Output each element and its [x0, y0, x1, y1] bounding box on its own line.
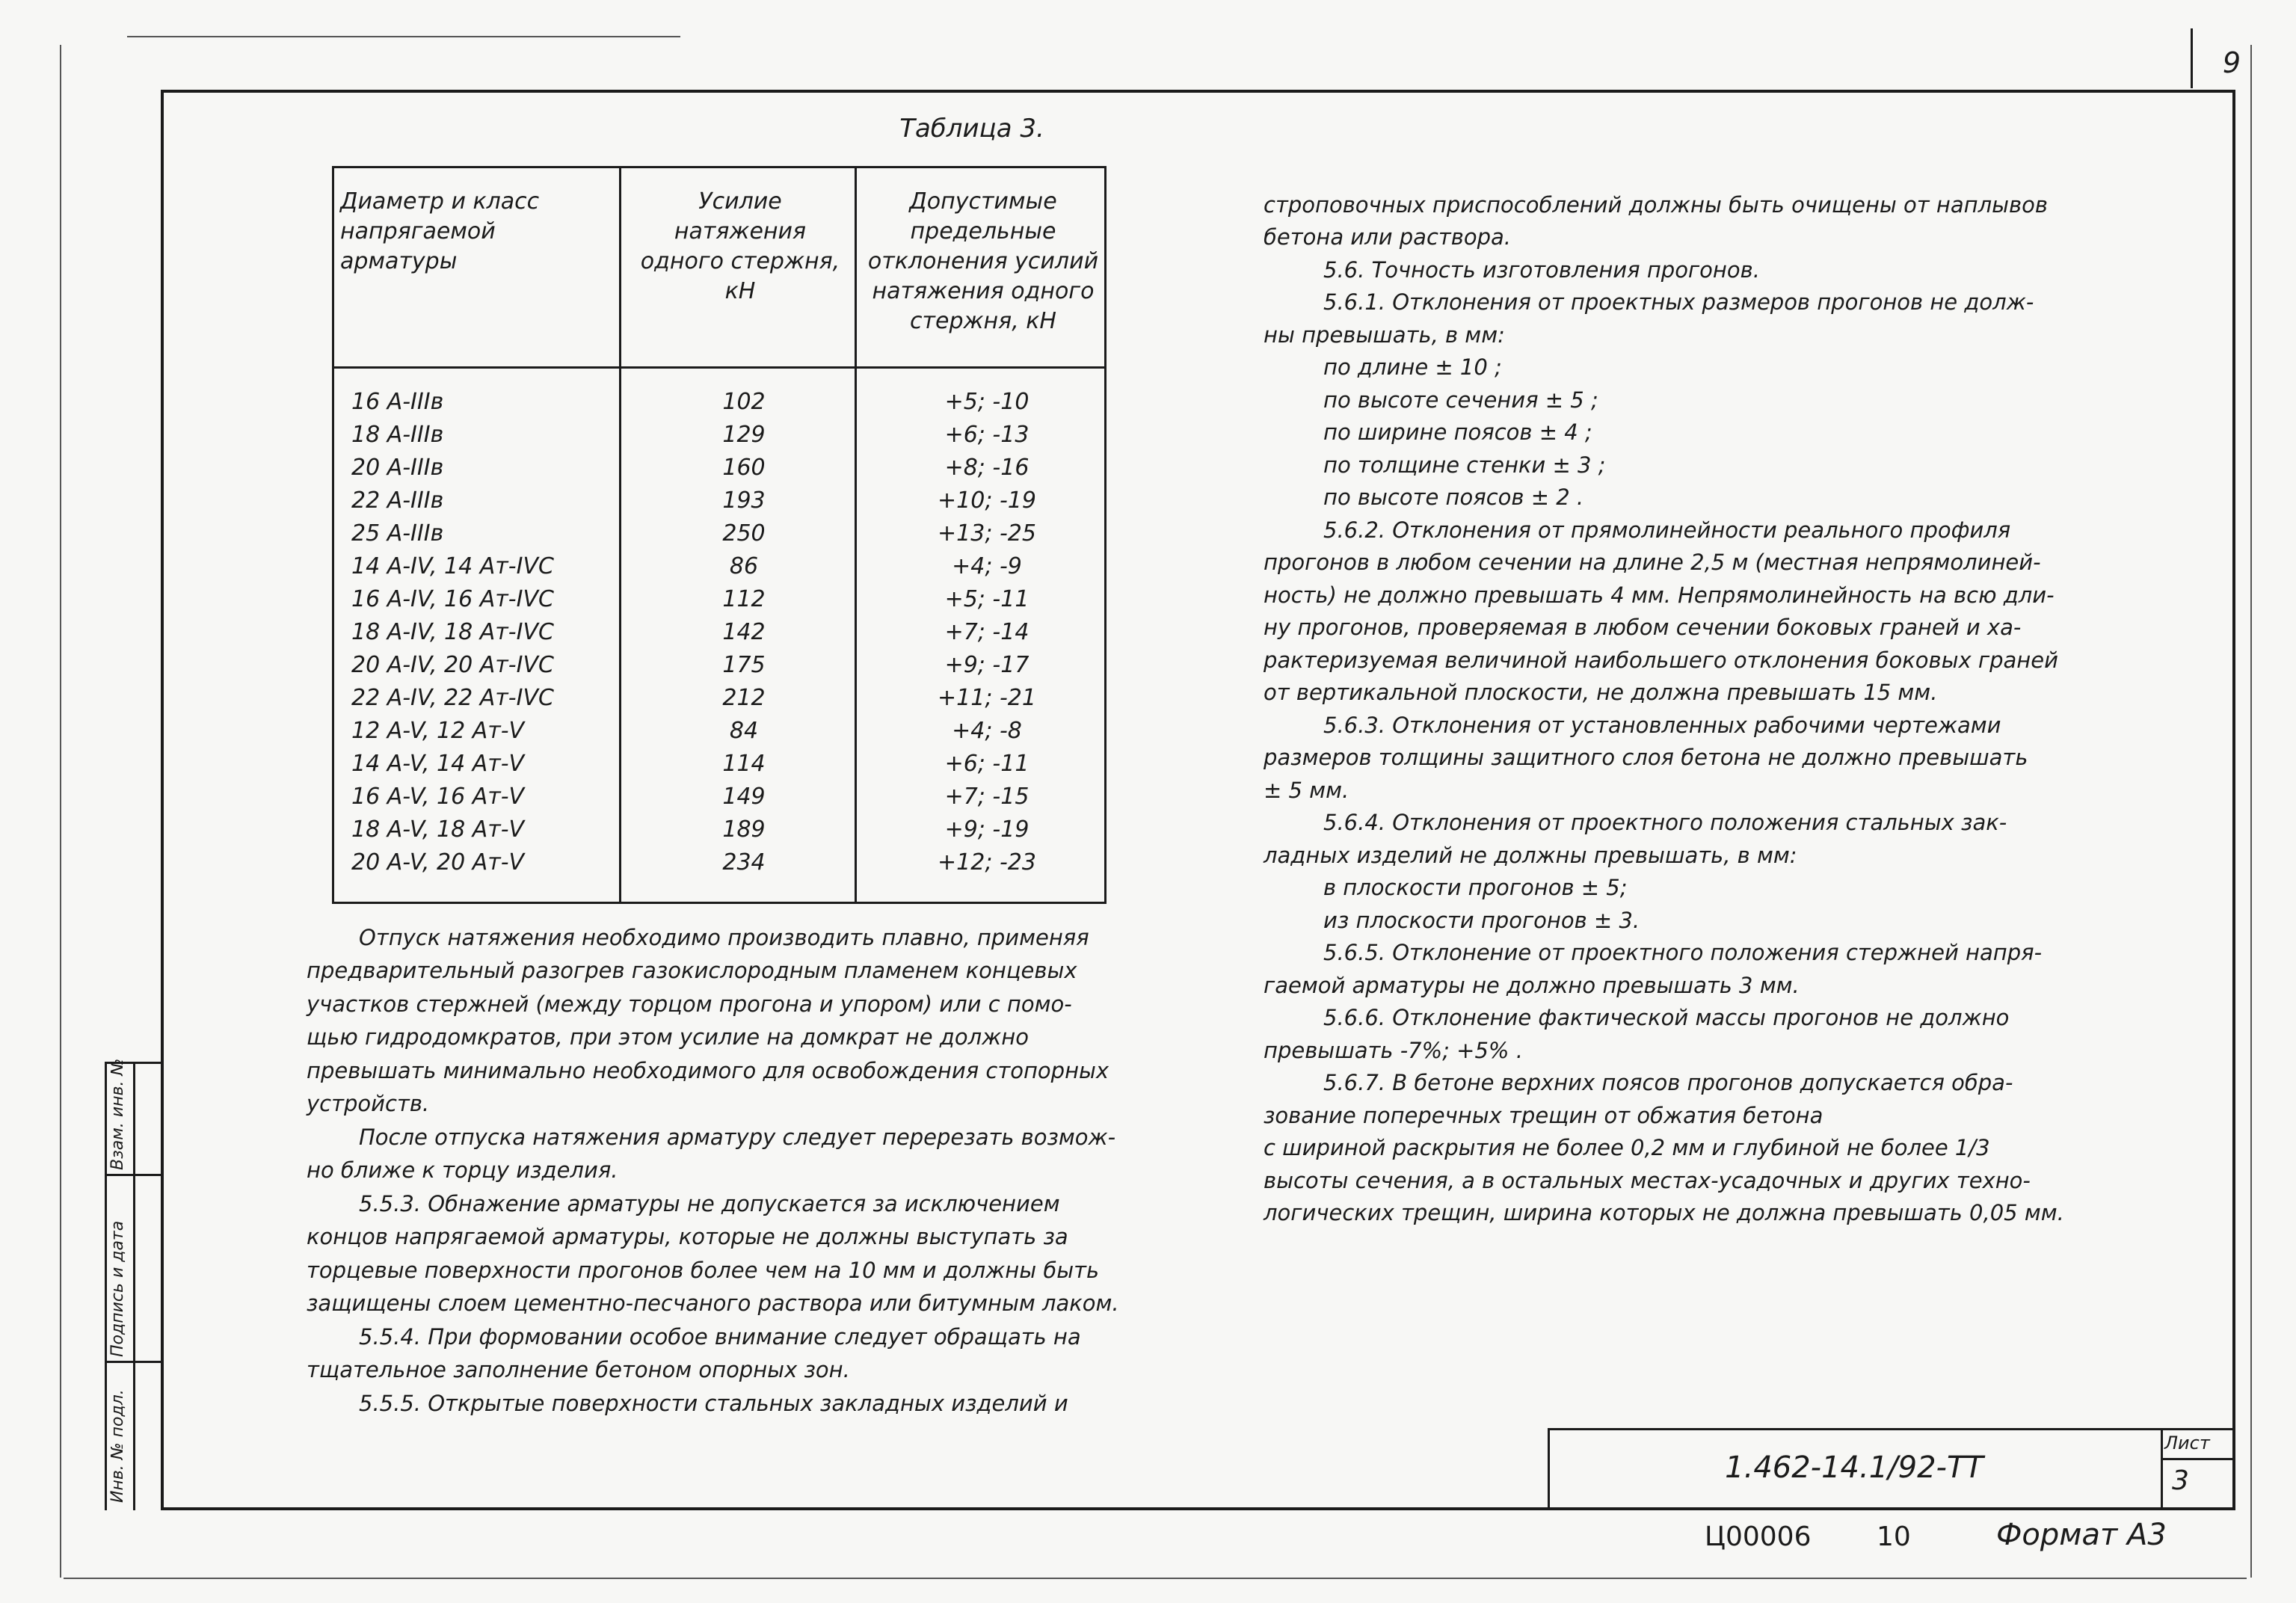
- table-cell: 175: [722, 652, 766, 678]
- table-header-force: Усилие натяжения одного стержня, кН: [640, 188, 840, 304]
- table-cell: 84: [729, 718, 759, 744]
- text-line: ± 5 мм.: [1264, 778, 1349, 803]
- text-line: предварительный разогрев газокислородным пламенем концевых: [307, 958, 1077, 983]
- text-line: зование поперечных трещин от обжатия бетона: [1264, 1103, 1823, 1128]
- table-cell: 22 A-IV, 22 Aт-IVС: [351, 685, 554, 711]
- table-cell: 193: [722, 487, 766, 514]
- text-line: логических трещин, ширина которых не должна превышать 0,05 мм.: [1264, 1200, 2064, 1225]
- text-line: торцевые поверхности прогонов более чем на 10 мм и должны быть: [307, 1258, 1100, 1283]
- table-cell: 20 A-IIIв: [351, 455, 444, 481]
- text-line: но ближе к торцу изделия.: [307, 1157, 618, 1183]
- table-cell: 18 A-IV, 18 Aт-IVС: [351, 619, 554, 645]
- table-cell: +13; -25: [938, 520, 1036, 547]
- text-line: После отпуска натяжения арматуру следует перерезать возмож-: [359, 1124, 1116, 1150]
- text-line: превышать -7%; +5% .: [1264, 1038, 1523, 1063]
- table-cell: +5; -10: [944, 389, 1029, 415]
- text-line: размеров толщины защитного слоя бетона не должно превышать: [1264, 745, 2028, 770]
- side-stamp-cell-3: Инв. № подл.: [108, 1389, 127, 1503]
- text-line: участков стержней (между торцом прогона и упором) или с помо-: [307, 991, 1072, 1017]
- table-header-tolerance: Допустимые предельные отклонения усилий натяжения одного стержня, кН: [867, 188, 1099, 334]
- text-line: высоты сечения, а в остальных местах-усадочных и других техно-: [1264, 1168, 2031, 1193]
- table-cell: +10; -19: [938, 487, 1036, 514]
- side-stamp-cell-1: Взам. инв. №: [108, 1058, 127, 1170]
- table-cell: +4; -8: [952, 718, 1022, 744]
- document-code: 1.462-14.1/92-ТТ: [1725, 1450, 1983, 1485]
- text-line: 5.6. Точность изготовления прогонов.: [1323, 257, 1760, 283]
- table-cell: 114: [722, 751, 766, 777]
- sheet-number: 3: [2172, 1465, 2189, 1496]
- table-cell: +8; -16: [944, 455, 1029, 481]
- table-cell: 20 A-IV, 20 Aт-IVС: [351, 652, 554, 678]
- footer-page-number: 10: [1877, 1522, 1911, 1552]
- text-line: прогонов в любом сечении на длине 2,5 м (местная непрямолиней-: [1264, 550, 2041, 575]
- text-line: 5.6.5. Отклонение от проектного положения стержней напря-: [1323, 940, 2043, 965]
- text-line: ность) не должно превышать 4 мм. Непрямолинейность на всю дли-: [1264, 582, 2055, 608]
- text-line: Отпуск натяжения необходимо производить плавно, применяя: [359, 925, 1089, 950]
- table-title: Таблица 3.: [899, 114, 1044, 144]
- table-cell: +6; -13: [944, 422, 1029, 448]
- text-line: с шириной раскрытия не более 0,2 мм и глубиной не более 1/3: [1264, 1135, 1990, 1160]
- table-cell: 86: [729, 553, 759, 579]
- table-cell: 12 A-V, 12 Aт-V: [351, 718, 525, 744]
- table-cell: +5; -11: [944, 586, 1029, 612]
- table-cell: 160: [722, 455, 766, 481]
- text-line: 5.5.4. При формовании особое внимание следует обращать на: [359, 1324, 1081, 1350]
- text-line: превышать минимально необходимого для освобождения стопорных: [307, 1058, 1109, 1083]
- table-cell: 18 A-IIIв: [351, 422, 444, 448]
- side-stamp-cell-2: Подпись и дата: [108, 1220, 127, 1357]
- text-line: 5.5.3. Обнажение арматуры не допускается за исключением: [359, 1191, 1060, 1216]
- text-line: 5.6.4. Отклонения от проектного положения стальных зак-: [1323, 810, 2007, 835]
- text-line: ладных изделий не должны превышать, в мм:: [1264, 843, 1797, 868]
- text-line: тщательное заполнение бетоном опорных зон.: [307, 1357, 850, 1382]
- text-line: в плоскости прогонов ± 5;: [1323, 875, 1628, 900]
- text-line: 5.6.3. Отклонения от установленных рабочими чертежами: [1323, 713, 2001, 738]
- text-line: по высоте поясов ± 2 .: [1323, 484, 1584, 510]
- table-cell: +4; -9: [952, 553, 1022, 579]
- table-cell: 112: [722, 586, 766, 612]
- table-cell: 234: [722, 849, 766, 876]
- sheet-page-number: 9: [2222, 46, 2241, 79]
- table-cell: +6; -11: [944, 751, 1029, 777]
- text-line: ны превышать, в мм:: [1264, 322, 1505, 348]
- text-line: защищены слоем цементно-песчаного раствора или битумным лаком.: [307, 1290, 1119, 1316]
- text-line: 5.5.5. Открытые поверхности стальных закладных изделий и: [359, 1391, 1068, 1416]
- text-line: концов напрягаемой арматуры, которые не должны выступать за: [307, 1224, 1068, 1249]
- table-cell: 18 A-V, 18 Aт-V: [351, 816, 525, 843]
- table-cell: 16 A-V, 16 Aт-V: [351, 784, 525, 810]
- table-cell: +11; -21: [938, 685, 1036, 711]
- table-header-diameter: Диаметр и класс напрягаемой арматуры: [340, 188, 540, 274]
- text-line: от вертикальной плоскости, не должна превышать 15 мм.: [1264, 680, 1938, 705]
- text-line: ну прогонов, проверяемая в любом сечении боковых граней и ха-: [1264, 615, 2022, 640]
- text-line: щью гидродомкратов, при этом усилие на домкрат не должно: [307, 1024, 1029, 1050]
- text-line: 5.6.6. Отклонение фактической массы прогонов не должно: [1323, 1005, 2010, 1030]
- footer-format: Формат А3: [1996, 1518, 2167, 1552]
- table-cell: +9; -19: [944, 816, 1029, 843]
- text-line: по ширине поясов ± 4 ;: [1323, 419, 1592, 445]
- text-line: по длине ± 10 ;: [1323, 354, 1502, 380]
- text-line: бетона или раствора.: [1264, 224, 1512, 250]
- table-cell: 102: [722, 389, 766, 415]
- text-line: гаемой арматуры не должно превышать 3 мм.: [1264, 973, 1800, 998]
- text-line: по высоте сечения ± 5 ;: [1323, 387, 1598, 413]
- text-line: из плоскости прогонов ± 3.: [1323, 908, 1640, 933]
- text-line: строповочных приспособлений должны быть очищены от наплывов: [1264, 192, 2048, 218]
- table-cell: 14 A-V, 14 Aт-V: [351, 751, 525, 777]
- table-cell: 149: [722, 784, 766, 810]
- table-cell: 212: [722, 685, 766, 711]
- table-cell: +7; -15: [944, 784, 1029, 810]
- text-line: 5.6.7. В бетоне верхних поясов прогонов допускается обра-: [1323, 1070, 2013, 1095]
- sheet-label: Лист: [2164, 1433, 2210, 1453]
- text-line: 5.6.2. Отклонения от прямолинейности реального профиля: [1323, 517, 2011, 543]
- table-cell: 16 A-IV, 16 Aт-IVС: [351, 586, 554, 612]
- table-cell: +7; -14: [944, 619, 1029, 645]
- table-cell: 22 A-IIIв: [351, 487, 444, 514]
- footer-code: Ц00006: [1705, 1522, 1812, 1552]
- text-line: по толщине стенки ± 3 ;: [1323, 452, 1606, 478]
- table-cell: 16 A-IIIв: [351, 389, 444, 415]
- table-cell: 189: [722, 816, 766, 843]
- text-line: 5.6.1. Отклонения от проектных размеров прогонов не долж-: [1323, 289, 2034, 315]
- table-cell: 250: [722, 520, 766, 547]
- text-line: устройств.: [307, 1091, 430, 1116]
- table-cell: 25 A-IIIв: [351, 520, 444, 547]
- table-cell: 129: [722, 422, 766, 448]
- text-line: рактеризуемая величиной наибольшего отклонения боковых граней: [1264, 647, 2058, 673]
- table-cell: +9; -17: [944, 652, 1029, 678]
- table-cell: +12; -23: [938, 849, 1036, 876]
- table-cell: 142: [722, 619, 766, 645]
- table-cell: 14 A-IV, 14 Aт-IVС: [351, 553, 554, 579]
- table-cell: 20 A-V, 20 Aт-V: [351, 849, 525, 876]
